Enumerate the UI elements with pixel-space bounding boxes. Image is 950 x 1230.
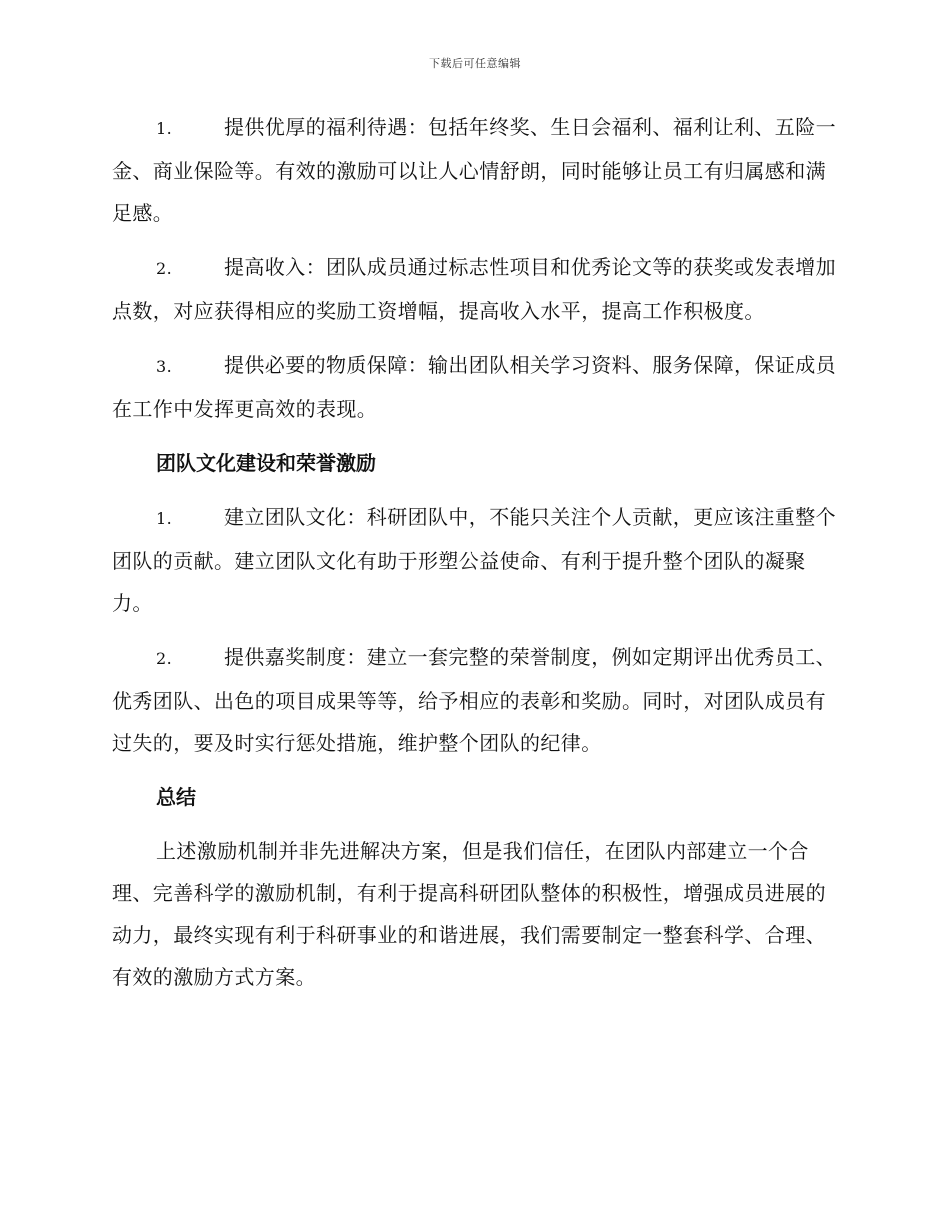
list-number: 1. (156, 119, 173, 138)
section-heading-summary: 总结 (156, 785, 196, 809)
list-text: 提供优厚的福利待遇：包括年终奖、生日会福利、福利让利、五险一金、商业保险等。有效的激励可以让人心情舒朗，同时能够让员工有归属感和满足感。 (112, 115, 836, 225)
list-number: 2. (156, 649, 173, 668)
list-item (112, 246, 838, 332)
list-text: 提供必要的物质保障：输出团队相关学习资料、服务保障，保证成员在工作中发挥更高效的表现。 (112, 353, 836, 421)
list-item (112, 496, 838, 624)
list-number: 2. (156, 259, 173, 278)
list-text: 建立团队文化：科研团队中，不能只关注个人贡献，更应该注重整个团队的贡献。建立团队文化有助于形塑公益使命、有利于提升整个团队的凝聚力。 (112, 505, 836, 615)
section-heading-culture: 团队文化建设和荣誉激励 (156, 451, 376, 475)
list-text: 提高收入：团队成员通过标志性项目和优秀论文等的获奖或发表增加点数，对应获得相应的奖励工资增幅，提高收入水平，提高工作积极度。 (112, 255, 836, 323)
page-header: 下载后可任意编辑 (429, 57, 521, 70)
list-text: 提供嘉奖制度：建立一套完整的荣誉制度，例如定期评出优秀员工、优秀团队、出色的项目成果等等，给予相应的表彰和奖励。同时，对团队成员有过失的，要及时实行惩处措施，维护整个团队的纪律。 (112, 645, 836, 755)
list-item (112, 344, 838, 430)
list-number: 3. (156, 357, 173, 376)
list-number: 1. (156, 509, 173, 528)
summary-paragraph: 上述激励机制并非先进解决方案，但是我们信任，在团队内部建立一个合理、完善科学的激励机制，有利于提高科研团队整体的积极性，增强成员进展的动力，最终实现有利于科研事业的和谐进展，我们需要制定一整套科学、合理、有效的激励方式方案。 (112, 839, 826, 989)
document-body (112, 106, 838, 1010)
list-item (112, 106, 838, 234)
list-item (112, 636, 838, 764)
